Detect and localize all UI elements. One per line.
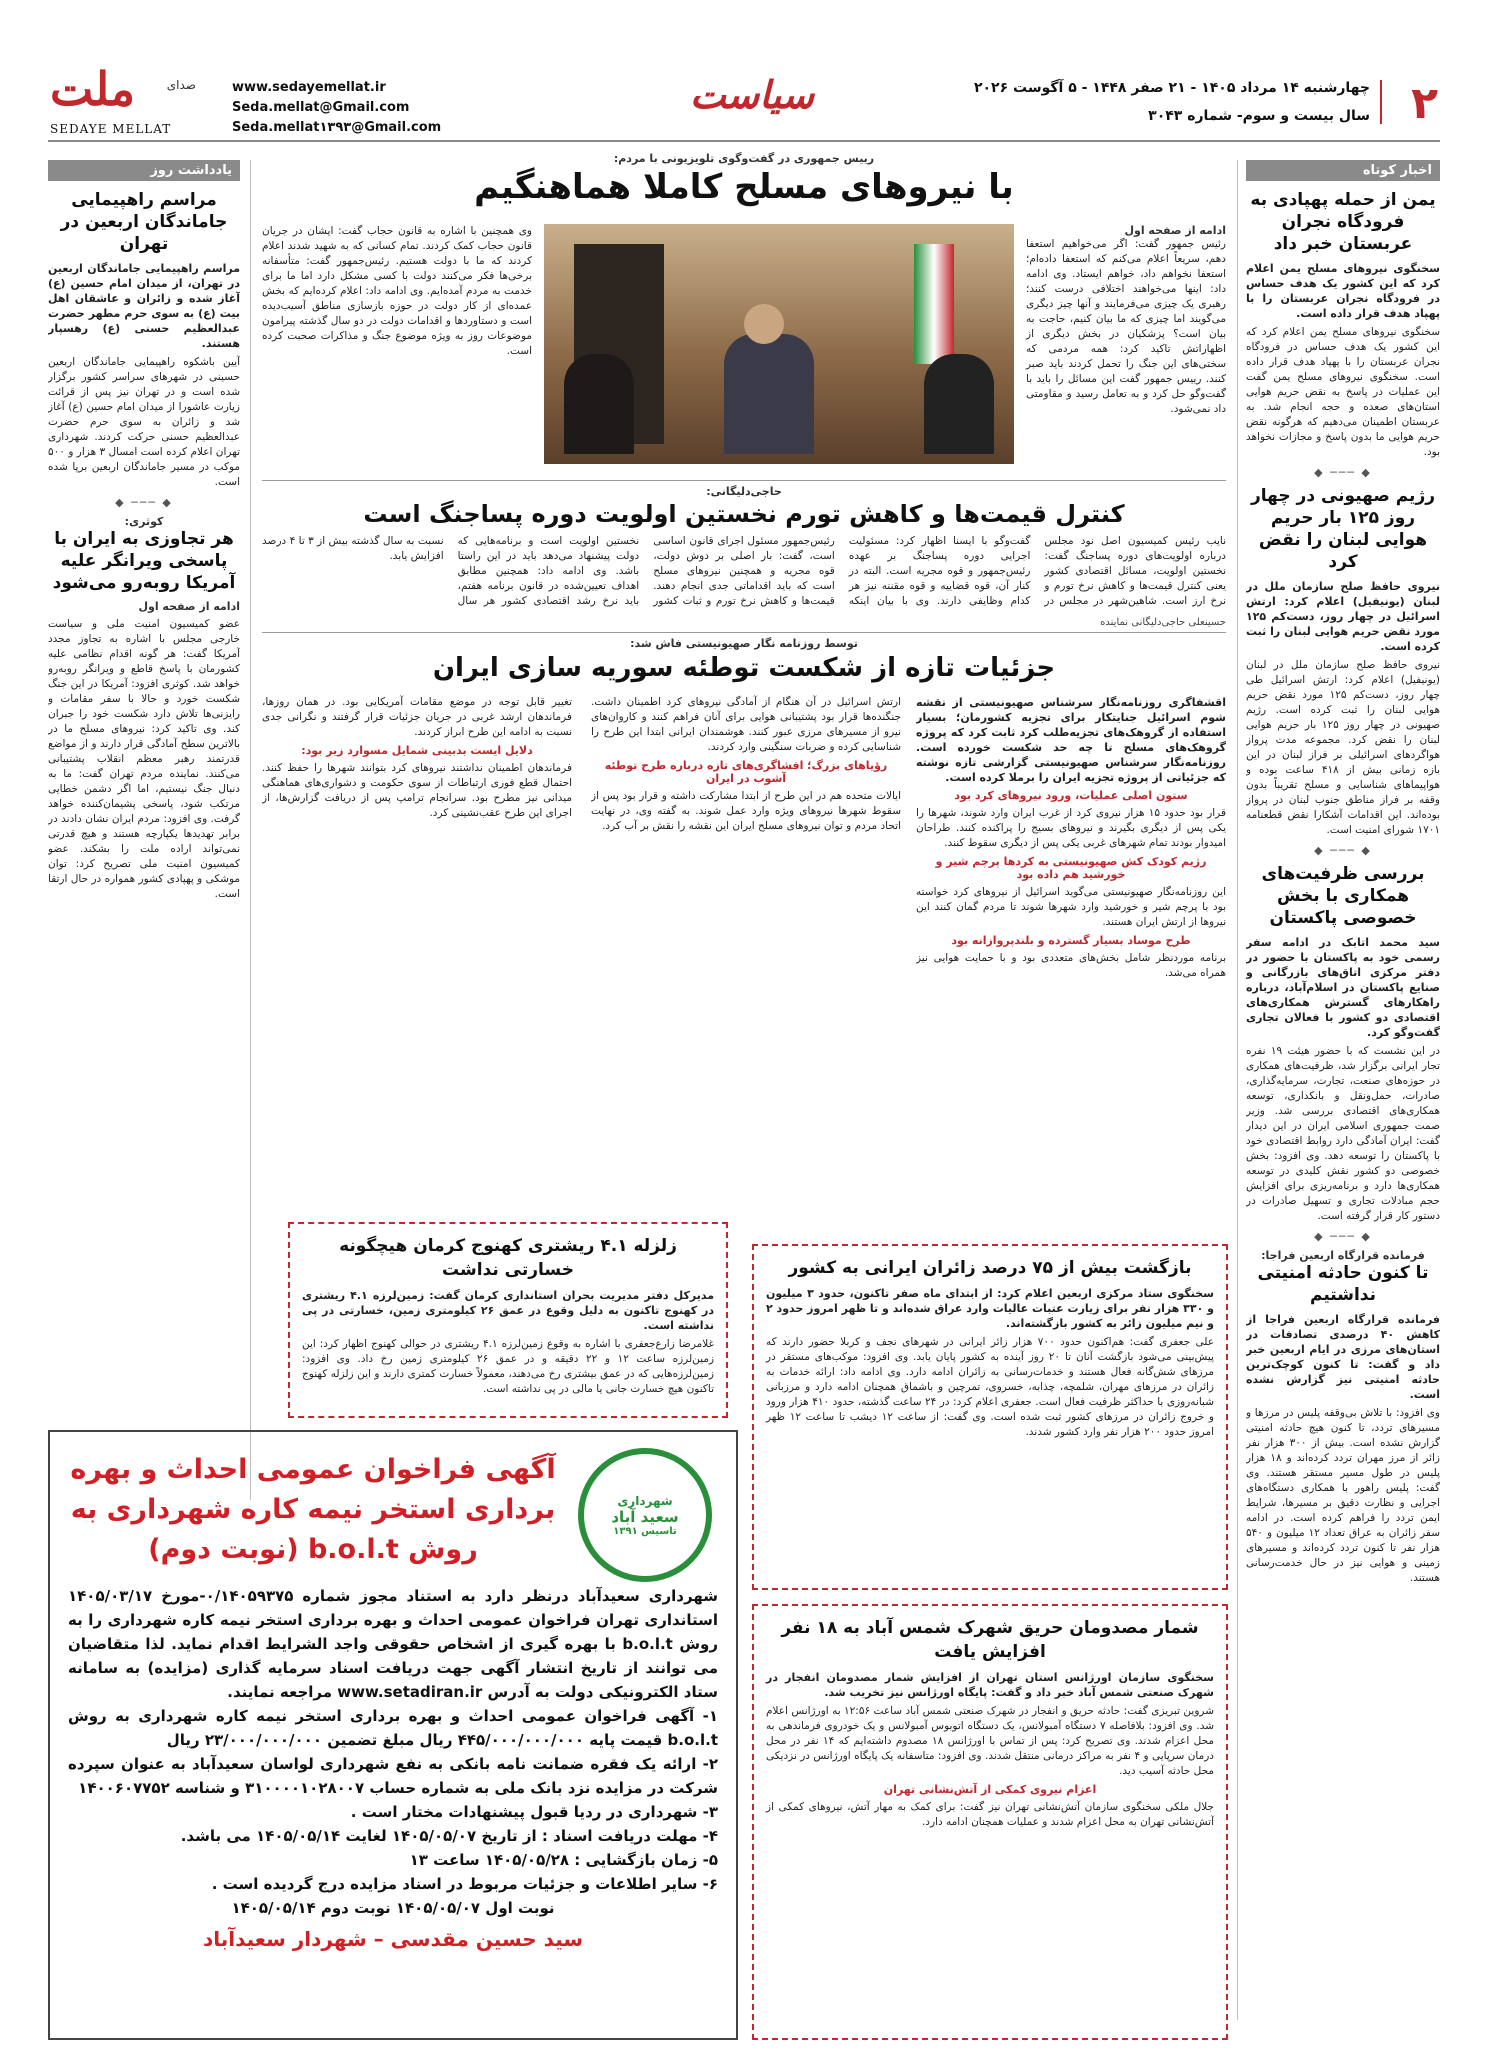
column-rule <box>250 160 251 1500</box>
section-title: سیاست <box>690 72 815 117</box>
third-story-text6: تغییر قابل توجه در موضع مقامات آمریکایی بود. در همان روزها، فرماندهان ارشد غربی در جریان جزئیات قرار گرفتند و نگرانی جدی نسبت به ادامه این طرح ابراز کردند. <box>262 696 572 738</box>
fire-body: شروین تبریزی گفت: حادثه حریق و انفجار در شهرک صنعتی شمس آباد ساعت ۱۲:۵۶ به اورژانس اعلام شد. وی افزود: بلافاصله ۷ دستگاه آمبولانس، یک دستگاه اتوبوس آمبولانس و یک خودروی فرماندهی به محل اعزام شدند. وی تصریح کرد: پس از تماس با اورژانس ۱۸ مصدوم داشته‌ایم که ۱۴ نفر در محل درمان سرپایی و ۴ نفر به مراکز درمانی منتقل شدند. وی افزود: متاسفانه یک پایگاه اورژانس در نزدیکی محل حادثه آسیب دید. <box>766 1705 1215 1777</box>
top-story-cont: ادامه از صفحه اول <box>1124 224 1226 237</box>
website-link[interactable]: www.sedayemellat.ir <box>232 80 386 95</box>
yemen-lead: سخنگوی نیروهای مسلح یمن اعلام کرد که این کشور یک هدف حساس در فرودگاه نجران عربستان را با پهپاد هدف قرار داده است. <box>1246 262 1440 320</box>
logo-small: صدای <box>166 78 196 92</box>
ad-item-4: ۴- مهلت دریافت اسناد : از تاریخ ۱۴۰۵/۰۵/۰۷ لغایت ۱۴۰۵/۰۵/۱۴ می باشد. <box>180 1827 718 1845</box>
kowsari-cont: ادامه از صفحه اول <box>138 600 240 613</box>
short-news-title: اخبار کوتاه <box>1246 160 1440 181</box>
seal-name: سعید آباد <box>611 1507 679 1526</box>
pakistan-headline: بررسی ظرفیت‌های همکاری با بخش خصوصی پاکستان <box>1261 864 1425 928</box>
email-link-2[interactable]: Seda.mellat۱۳۹۳@Gmail.com <box>232 120 442 135</box>
email-link-1[interactable]: Seda.mellat@Gmail.com <box>232 100 410 115</box>
ad-item-1: ۱- آگهی فراخوان عمومی احداث و بهره برداری استخر نیمه کاره شهرداری به روش b.o.l.t قیمت پایه ۴۴۵/۰۰۰/۰۰۰/۰۰۰ ریال مبلغ تضمین ۲۳/۰۰۰/۰۰۰/۰۰۰ ریال <box>68 1707 718 1749</box>
top-story-col1 <box>1026 224 1226 417</box>
third-story-text7: فرماندهان اطمینان نداشتند نیروهای کرد بتوانند شهرها را حفظ کنند. احتمال قطع فوری ارتباطات از سوی حکومت و دشواری‌های هماهنگی میدانی نیز مطرح بود. سرانجام ترامپ پس از دریافت گزارش‌ها، از اجرای این طرح عقب‌نشینی کرد. <box>262 762 572 819</box>
third-story-text1: قرار بود حدود ۱۵ هزار نیروی کرد از غرب ایران وارد شوند، شهرها را یکی پس از دیگری بگیرند و نیروهای بسیج را پراکنده کنند. طراحان امیدوار بودند تمام شهرهای غربی یکی پس از دیگری سقوط کنند. <box>916 807 1226 849</box>
yemen-headline: یمن از حمله پهپادی به فرودگاه نجران عربستان خبر داد <box>1250 190 1436 254</box>
arbaeen-tehran-lead: مراسم راهپیمایی جاماندگان اربعین در تهران، از میدان امام حسین (ع) آغاز شده و زائران و عاشقان اهل بیت (ع) به سوی حرم مطهر حضرت عبدالعظیم حسنی (ع) رهسپار هستند. <box>48 262 240 350</box>
yemen-body: سخنگوی نیروهای مسلح یمن اعلام کرد که این کشور یک هدف حساس در فرودگاه نجران عربستان را با پهپاد هدف قرار داده است. سخنگوی نیروهای مسلح یمن گفت این عملیات در پاسخ به نقض حریم هوایی استان‌های صعده و حجه انجام شد. به عربستان اطمینان می‌دهیم که هرگونه نقض حریم هوایی ما بدون پاسخ و مجازات نخواهد بود. <box>1246 326 1440 458</box>
quake-box <box>288 1222 728 1418</box>
third-story-headline: جزئیات تازه از شکست توطئه سوریه سازی ایران <box>432 653 1056 683</box>
return-lead: سخنگوی ستاد مرکزی اربعین اعلام کرد: از ابتدای ماه صفر تاکنون، حدود ۳ میلیون و ۳۳۰ هزار نفر برای زیارت عتبات عالیات وارد عراق شده‌اند و تا ظهر امروز حدود ۲ و نیم میلیون زائر به کشور بازگشته‌اند. <box>766 1287 1214 1330</box>
logo-latin: SEDAYE MELLAT <box>50 122 172 136</box>
ad-item-3: ۳- شهرداری در ردیا قبول پیشنهادات مختار است . <box>350 1803 718 1821</box>
ad-box <box>48 1430 738 2040</box>
lebanon-body: نیروی حافظ صلح سازمان ملل در لبنان (یونیفیل) اعلام کرد: ارتش اسرائیل طی چهار روز، دست‌کم ۱۲۵ مورد نقض حریم هوایی لبنان را ثبت کرده است. رژیم صهیونی در چهار روز ۱۲۵ بار حریم هوایی لبنان را نقض کرد. مجموعه مدت پرواز هواگردهای اسرائیلی بر فراز لبنان در این بازه زمانی بیش از ۴۱۸ ساعت بوده و هواپیماهای شناسایی و مسلح تقریباً بدون وقفه بر فراز مناطق جنوب لبنان در پرواز بوده‌اند. این اقدامات آشکارا نقض قطعنامه ۱۷۰۱ شورای امنیت است. <box>1246 659 1440 836</box>
quake-body: غلامرضا زارع‌جعفری با اشاره به وقوع زمین‌لرزه ۴.۱ ریشتری در حوالی کهنوج اظهار کرد: این زمین‌لرزه ساعت ۱۲ و ۲۲ دقیقه و در عمق ۲۶ کیلومتری زمین رخ داد. وی افزود: زمین‌لرزه‌هایی که در عمق بیشتری رخ می‌دهند، معمولاً خسارت کمتری دارند و این زلزله کهنوج تاکنون هیچ خسارت جانی یا مالی در پی نداشته است. <box>302 1338 715 1395</box>
ad-item-6: ۶- سایر اطلاعات و جزئیات مربوط در اسناد مزایده درج گردیده است . <box>211 1875 718 1893</box>
third-story-col3 <box>262 695 572 1205</box>
return-body: علی جعفری گفت: هم‌اکنون حدود ۷۰۰ هزار زائر ایرانی در شهرهای نجف و کربلا حضور دارند که پیش‌بینی می‌شود بازگشت آنان تا ۲۰ روز آینده به کشور پایان یابد. وی افزود: موکب‌های مستقر در مرزهای شش‌گانه فعال هستند و خدمات‌رسانی به زائران ادامه دارد. وی ادامه داد: ارائه خدمات به زائران در مرزهای مهران، شلمچه، چذابه، خسروی، تمرچین و باشماق همچنان ادامه دارد و مرزبانی شبانه‌روزی با حداکثر ظرفیت فعال است. جعفری اعلام کرد: در ۲۴ ساعت گذشته، حدود ۴۱۰ هزار ورود و خروج زائران در مرزهای کشور ثبت شده است. وی گفت: از ساعت ۱۲ دیشب تا ساعت ۱۲ ظهر امروز حدود ۲۰۰ هزار نفر وارد کشور شدند. <box>766 1336 1215 1438</box>
third-story-sub1: ستون اصلی عملیات، ورود نیروهای کرد بود <box>954 789 1188 802</box>
arbaeen-body: وی افزود: با تلاش بی‌وقفه پلیس در مرزها و مسیرهای تردد، تا کنون هیچ حادثه امنیتی گزارش نشده است. بیش از ۳۰۰ هزار نفر زائر از مرز مهران تردد کرده‌اند و ۱۸ هزار پلیس در طول مسیر مستقر هستند. وی گفت: پلیس راهور با همکاری دستگاه‌های اجرایی و نظارت دقیق بر مسیرها، شرایط ایمن تردد را فراهم کرده است. در ادامه سفر زائران به عراق تعداد ۱۲ میلیون و ۵۴۰ هزار نفر تا کنون تردد کرده‌اند و مسیرهای زمینی و هوایی نیز در حال خدمت‌رسانی هستند. <box>1246 1407 1440 1584</box>
arbaeen-kicker: فرمانده قرارگاه اربعین فراجا: <box>1261 1249 1425 1262</box>
third-story-col2 <box>591 695 901 1205</box>
fire-body2: جلال ملکی سخنگوی سازمان آتش‌نشانی تهران نیز گفت: برای کمک به مهار آتش، نیروهای کمکی از آتش‌نشانی تهران به محل اعزام شدند و عملیات همچنان ادامه دارد. <box>766 1801 1214 1828</box>
logo-word: ملت <box>50 62 136 116</box>
second-story <box>262 480 1226 628</box>
top-story-col2: وی همچنین با اشاره به قانون حجاب گفت: ایشان در جریان قانون حجاب کمک کردند. تمام کسانی که به شهید شدند اعلام کردند که ما با دولت هستیم. رئیس‌جمهور گفت: متأسفانه برخی‌ها فکر می‌کنند دولت با کسی مشکل دارد اما ما برای خدمت به مردم آمده‌ایم. وی ادامه داد: اعلام کرده‌ایم که بخش عمده‌ای از کار دولت در حوزه بازسازی مناطق آسیب‌دیده است و دستاوردها و اقدامات دولت در دو سال گذشته پیرامون موضوعات روز به ویژه موضوع جنگ و مذاکرات صحبت کرده است. <box>262 225 532 357</box>
top-story-headline: با نیروهای مسلح کاملا هماهنگیم <box>474 167 1014 207</box>
quake-lead: مدیرکل دفتر مدیریت بحران استانداری کرمان گفت: زمین‌لرزه ۴.۱ ریشتری در کهنوج تاکنون به دلیل وقوع در عمق ۲۶ کیلومتری زمین، خسارتی در پی نداشته است. <box>302 1289 715 1332</box>
page-number: ۲ <box>1411 78 1438 129</box>
second-story-signature: حسینعلی حاجی‌دلیگانی نماینده <box>1100 617 1226 628</box>
third-story-text4: ارتش اسرائیل در آن هنگام از آمادگی نیروهای کرد اطمینان داشت. جنگنده‌ها قرار بود پشتیبانی هوایی برای آنان فراهم کنند و کاروان‌های نیرو از مسیرهای مرزی عبور کنند. هوشمندان ایرانی ابتدا این طرح را شناسایی کرده و ضربات سنگینی وارد کردند. <box>591 696 901 753</box>
seal-year: تاسیس ۱۳۹۱ <box>613 1525 677 1537</box>
ornament: ◆ ─── ◆ <box>1314 1230 1372 1243</box>
ad-headline: آگهی فراخوان عمومی احداث و بهره برداری استخر نیمه کاره شهرداری به روش b.o.l.t (نوبت دوم) <box>70 1454 556 1565</box>
second-story-headline: کنترل قیمت‌ها و کاهش تورم نخستین اولویت دوره پساجنگ است <box>363 500 1125 528</box>
ornament: ◆ ─── ◆ <box>1314 844 1372 857</box>
top-story-kicker: رییس جمهوری در گفت‌وگوی تلویزیونی با مردم: <box>613 152 875 165</box>
header-divider <box>1380 80 1382 124</box>
second-story-kicker: حاجی‌دلیگانی: <box>706 485 782 498</box>
page-header <box>0 0 1488 140</box>
third-story-sub4: رؤیاهای بزرگ؛ افشاگری‌های تازه درباره طرح توطئه آشوب در ایران <box>604 759 888 785</box>
notes-title: یادداشت روز <box>48 160 240 181</box>
newspaper-logo <box>50 62 200 136</box>
kowsari-kicker: کوثری: <box>124 515 164 528</box>
third-story-text3: برنامه موردنظر شامل بخش‌های متعددی بود و با حمایت هوایی نیز همراه می‌شد. <box>916 952 1226 979</box>
top-story <box>262 152 1226 474</box>
third-story-text2: این روزنامه‌نگار صهیونیستی می‌گوید اسرائیل از نیروهای کرد خواسته بود با پرچم شیر و خورشید وارد شهرها شوند تا مردم گمان کنند این نیروها از ارتش ایران هستند. <box>916 886 1226 928</box>
third-story-col1 <box>916 695 1226 1205</box>
ad-paragraph: شهرداری سعیدآباد درنظر دارد به استناد مجوز شماره ۰/۱۴۰۵۹۳۷۵-مورخ ۱۴۰۵/۰۳/۱۷ استانداری تهران فراخوان عمومی احداث و بهره برداری استخر نیمه کاره شهرداری را به روش b.o.l.t با بهره گیری از اشخاص حقوقی واجد الشرایط اقدام نماید. لذا متقاضیان می توانند از تاریخ انتشار آگهی جهت دریافت اسناد سرمایه گذاری (مزایده) به سامانه ستاد الکترونیکی دولت به آدرس www.setadiran.ir مراجعه نمایند. <box>68 1587 718 1701</box>
third-story-sub3: طرح موساد بسیار گسترده و بلندپروازانه بود <box>951 934 1191 947</box>
third-story-sub2: رژیم کودک کش صهیونیستی به کردها پرچم شیر و خورشید هم داده بود <box>935 855 1207 881</box>
pakistan-body: در این نشست که با حضور هیئت ۱۹ نفره تجار ایرانی برگزار شد، ظرفیت‌های همکاری در حوزه‌های صنعت، تجارت، سرمایه‌گذاری، صادرات، حمل‌ونقل و بانکداری، توسعه همکاری‌های اقتصادی بررسی شد. وزیر صمت جمهوری اسلامی ایران در این دیدار گفت: ایران آمادگی دارد روابط اقتصادی خود با پاکستان را توسعه دهد. وی افزود: بخش خصوصی دو کشور نقش کلیدی در توسعه همکاری‌ها دارد و برنامه‌ریزی برای افزایش حجم مبادلات تجاری و تسهیل صادرات در دستور کار قرار گرفته است. <box>1246 1045 1440 1222</box>
ornament: ◆ ─── ◆ <box>115 496 173 509</box>
fire-box <box>752 1604 1228 2040</box>
fire-lead: سخنگوی سازمان اورژانس استان تهران از افزایش شمار مصدومان انفجار در شهرک صنعتی شمس آباد خبر داد و گفت: پایگاه اورژانس نیز تخریب شد. <box>766 1671 1214 1699</box>
seal-top: شهرداری <box>617 1493 673 1508</box>
third-story-lead: اقشفاگری روزنامه‌نگار سرشناس صهیونیستی از نقشه شوم اسرائیل جنایتکار برای تجزیه کشورمان؛ بسیار استفاده از گروهک‌های تجزیه‌طلب کرد ثابت کرد که پروژه گروهک‌های مسلح تا چه حد شکست خورده است. روزنامه‌نگار سرشناس صهیونیستی گزارشی تازه نوشته که جزئیاتی از پروژه تجزیه ایران را برملا کرده است. <box>916 696 1226 784</box>
column-rule <box>1237 160 1238 2020</box>
third-story-kicker: توسط روزنامه نگار صهیونیستی فاش شد: <box>630 637 858 650</box>
lebanon-headline: رژیم صهیونی در چهار روز ۱۲۵ بار حریم هوایی لبنان را نقض کرد <box>1250 486 1436 572</box>
quake-headline: زلزله ۴.۱ ریشتری کهنوج کرمان هیچگونه خسارتی نداشت <box>339 1236 677 1280</box>
third-story-sub5: دلایل ایست بدبینی شمایل مسوارد زیر بود: <box>301 744 533 757</box>
header-rule <box>48 140 1440 142</box>
fire-sub: اعزام نیروی کمکی از آتش‌نشانی تهران <box>883 1783 1097 1796</box>
contact-block <box>232 78 441 138</box>
top-story-photo <box>544 224 1014 464</box>
short-news-column <box>1246 160 1440 2040</box>
kowsari-body: عضو کمیسیون امنیت ملی و سیاست خارجی مجلس با اشاره به تجاوز مجدد آمریکا گفت: هر گونه اقدام نظامی علیه کشورمان با پاسخ قاطع و ویرانگر روبه‌رو خواهد شد. کوثری افزود: آمریکا در این جنگ شکست خورد و حالا با سفر مقامات و رایزنی‌ها تلاش دارد شکست خود را جبران کند. وی تاکید کرد: نیروهای مسلح ما در بالاترین سطح آمادگی قرار دارند و از مواضع قدرتمند رهبر معظم انقلاب پشتیبانی می‌کنند. نماینده مردم تهران گفت: ما به دنبال جنگ نیستیم، اما اگر دشمن خطایی مرتکب شود، پاسخی پشیمان‌کننده خواهد گرفت. وی افزود: مردم ایران نشان دادند در برابر تهدیدها یکپارچه هستند و هیچ قدرتی نمی‌تواند اراده ملت را بشکند. عضو کمیسیون امنیت ملی تصریح کرد: توان موشکی و پهپادی کشور همواره در حال ارتقا است. <box>48 618 240 900</box>
third-story <box>262 632 1226 1212</box>
notes-column <box>48 160 240 1500</box>
ornament: ◆ ─── ◆ <box>1314 466 1372 479</box>
return-box <box>752 1244 1228 1590</box>
ad-seal <box>578 1448 712 1582</box>
second-story-body: نایب رئیس کمیسیون اصل نود مجلس درباره اولویت‌های دوره پساجنگ گفت: نخستین اولویت، مسائل اقتصادی کشور یعنی کنترل قیمت‌ها و کاهش نرخ تورم و نرخ ارز است. شاهین‌شهر در مجلس در گفت‌وگو با ایسنا اظهار کرد: مسئولیت اجرایی دوره پساجنگ بر عهده رئیس‌جمهور و قوه مجریه است. البته در کنار آن، قوه قضاییه و قوه مقننه نیز هر کدام وظایفی دارند. وی با بیان اینکه رئیس‌جمهور مسئول اجرای قانون اساسی است، گفت: بار اصلی بر دوش دولت، قوه مجریه و همچنین نیروهای مسلح است که باید اقداماتی جدی انجام دهند. قیمت‌ها و کاهش نرخ تورم و ثبات کشور نخستین اولویت است و برنامه‌هایی که دولت پیشنهاد می‌دهد باید در این راستا باشد. وی ادامه داد: همچنین مطابق اهداف تعیین‌شده در قانون برنامه هفتم، باید نرخ رشد اقتصادی کشور هر سال نسبت به سال گذشته بیش از ۳ تا ۴ درصد افزایش یابد. <box>262 535 1226 607</box>
fire-headline: شمار مصدومان حریق شهرک شمس آباد به ۱۸ نفر افزایش یافت <box>781 1618 1199 1662</box>
ad-item-5: ۵- زمان بازگشایی : ۱۴۰۵/۰۵/۲۸ ساعت ۱۳ <box>409 1851 718 1869</box>
arbaeen-tehran-body: آیین باشکوه راهپیمایی جاماندگان اربعین حسینی در شهرهای سراسر کشور برگزار شده است و در تهران نیز پس از قرائت زیارت عاشورا از میدان امام حسین (ع) آغاز شد و زائران به سوی حرم حضرت عبدالعظیم حسنی حرکت کردند. شهرداری تهران اعلام کرده است امسال ۳ هزار و ۵۰۰ موکب در مسیر جاماندگان اربعین برپا شده است. <box>48 356 240 488</box>
third-story-text5: ایالات متحده هم در این طرح از ابتدا مشارکت داشته و قرار بود پس از سقوط شهرها نیروهای ویژه وارد عمل شوند. به گفته وی، در نهایت اتحاد مردم و توان نیروهای مسلح ایران این نقشه را نقش بر آب کرد. <box>591 790 901 832</box>
top-story-col1-text: رئیس جمهور گفت: اگر می‌خواهیم استعفا دهم، سریعاً اعلام می‌کنم که استعفا داده‌ام؛ استعفا نخواهم داد، خواهم ایستاد. وی ادامه داد: اینها می‌خواهند اختلافی درست کنند؛ رهبری یک چیزی می‌فرمایند و آنها چیز دیگری می‌گویند اما چیزی که ما بیان کنیم، حاجت به بیان است؟ پزشکیان در بخش دیگری از اظهاراتش تاکید کرد: همه مردمی که سختی‌های این جنگ را تحمل کردند باید صبر کنند. رییس جمهور گفت این مسائل را باید با گفت‌وگو حل کرد و به تعامل رسید و مقاومتی داد نمی‌شود. <box>1026 238 1226 415</box>
ad-item-2: ۲- ارائه یک فقره ضمانت نامه بانکی به نفع شهرداری لواسان سعیدآباد به عنوان سپرده شرکت در مزایده نزد بانک ملی به شماره حساب ۳۱۰۰۰۰۱۰۲۸۰۰۷ و شناسه ۱۴۰۰۶۰۷۷۵۲ <box>68 1755 718 1797</box>
pakistan-lead: سید محمد اتابک در ادامه سفر رسمی خود به پاکستان با حضور در دفتر مرکزی اتاق‌های بازرگانی و صنایع پاکستان در اسلام‌آباد، درباره راهکارهای گسترش همکاری‌های اقتصادی دو کشور با فعالان تجاری گفت‌وگو کرد. <box>1246 936 1440 1039</box>
kowsari-headline: هر تجاوزی به ایران با پاسخی ویرانگر علیه آمریکا روبه‌رو می‌شود <box>52 529 236 593</box>
date-line: چهارشنبه ۱۴ مرداد ۱۴۰۵ - ۲۱ صفر ۱۴۴۸ - ۵ آگوست ۲۰۲۶ <box>973 80 1370 96</box>
issue-line: سال بیست و سوم- شماره ۳۰۴۳ <box>1148 108 1370 124</box>
arbaeen-headline: تا کنون حادثه امنیتی نداشتیم <box>1257 1263 1429 1305</box>
arbaeen-tehran-headline: مراسم راهپیمایی جاماندگان اربعین در تهران <box>60 190 228 254</box>
ad-dates: نوبت اول ۱۴۰۵/۰۵/۰۷ نوبت دوم ۱۴۰۵/۰۵/۱۴ <box>231 1899 555 1917</box>
ad-signer: سید حسین مقدسی – شهردار سعیدآباد <box>202 1927 584 1951</box>
return-headline: بازگشت بیش از ۷۵ درصد زائران ایرانی به کشور <box>788 1258 1192 1278</box>
arbaeen-lead: فرمانده قرارگاه اربعین فراجا از کاهش ۴۰ درصدی تصادفات در استان‌های مرزی در ایام اربعین خبر داد و گفت: تا کنون کوچک‌ترین حادثه امنیتی نیز گزارش نشده است. <box>1246 1313 1440 1401</box>
lebanon-lead: نیروی حافظ صلح سازمان ملل در لبنان (یونیفیل) اعلام کرد: ارتش اسرائیل در چهار روز، دست‌کم ۱۲۵ مورد نقض حریم هوایی لبنان را ثبت کرده است. <box>1246 580 1440 653</box>
